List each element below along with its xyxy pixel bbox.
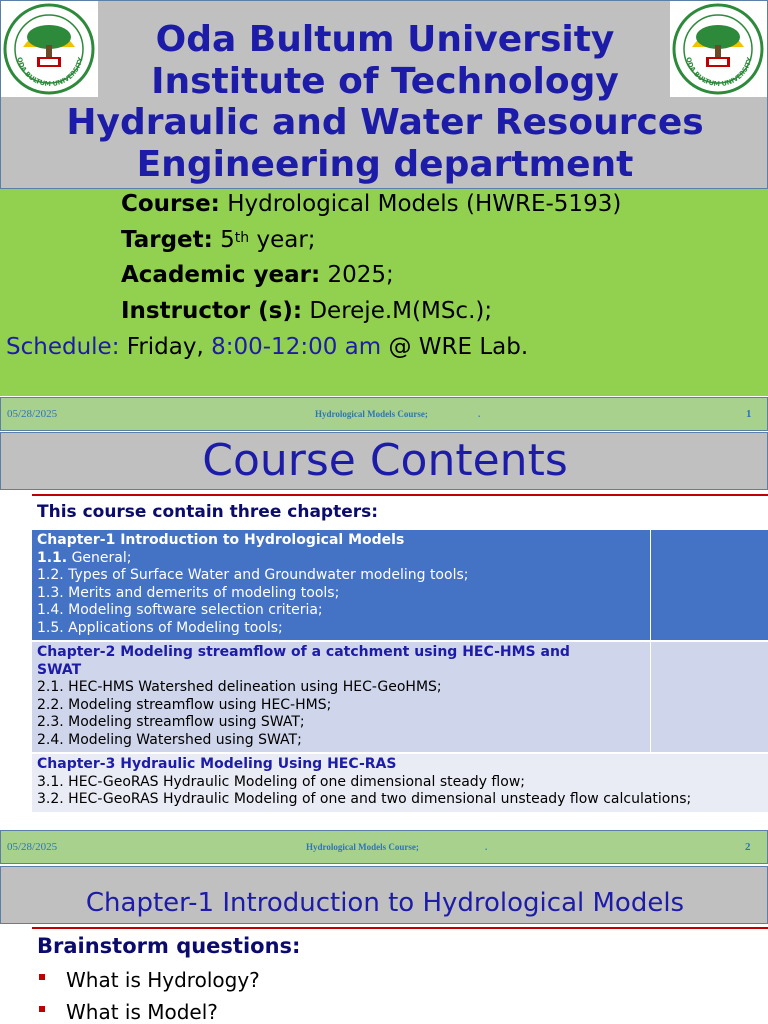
- chapter-2-heading-line2: SWAT: [37, 661, 82, 678]
- footer-dot: .: [485, 842, 488, 852]
- university-name: Oda Bultum University: [155, 19, 615, 60]
- chapter-1-heading: Chapter-1 Introduction to Hydrological Models: [37, 532, 405, 548]
- chapter-3-block: [32, 754, 768, 812]
- academic-year-value: 2025;: [327, 262, 394, 288]
- slide-footer-1: [0, 397, 768, 431]
- table-column-divider: [650, 530, 651, 640]
- course-info-row: [121, 189, 621, 219]
- footer-page-number: 2: [745, 841, 751, 853]
- chapter-1-item-text: General;: [67, 549, 132, 566]
- chapter-1-title: Chapter-1 Introduction to Hydrological Models: [85, 888, 685, 918]
- course-contents-header: [0, 432, 768, 490]
- bullet-square-icon: [39, 974, 45, 980]
- divider-line: [32, 927, 768, 929]
- divider-line: [32, 494, 768, 496]
- academic-year-row: [121, 260, 394, 290]
- chapter-1-item-number: 1.1.: [37, 549, 68, 566]
- department-name-line1: Hydraulic and Water Resources: [66, 102, 704, 143]
- question-text: What is Model?: [66, 1000, 218, 1024]
- slide-footer-2: [0, 830, 768, 864]
- footer-course-name: Hydrological Models Course;: [315, 409, 428, 419]
- chapter-2-heading-line1: Chapter-2 Modeling streamflow of a catchment using HEC-HMS and: [37, 644, 570, 660]
- target-year: year;: [249, 227, 316, 253]
- chapter-1-block: [32, 530, 768, 640]
- chapter-2-item: 2.4. Modeling Watershed using SWAT;: [37, 731, 302, 748]
- schedule-day: Friday,: [126, 334, 204, 360]
- title-banner: [0, 0, 768, 189]
- chapter-3-heading: Chapter-3 Hydraulic Modeling Using HEC-RAS: [37, 756, 397, 772]
- target-value: 5: [220, 227, 235, 253]
- footer-date: 05/28/2025: [7, 841, 58, 853]
- chapter-1-header: [0, 866, 768, 924]
- course-label: Course:: [121, 191, 220, 217]
- schedule-place: @ WRE Lab.: [388, 334, 529, 360]
- target-info-row: [121, 225, 316, 255]
- course-value: Hydrological Models (HWRE-5193): [227, 191, 622, 217]
- chapter-1-item: [37, 550, 768, 568]
- table-column-divider: [650, 642, 651, 752]
- schedule-time: 8:00-12:00 am: [211, 334, 382, 360]
- question-text: What is Hydrology?: [66, 968, 260, 992]
- footer-page-number: 1: [746, 408, 752, 420]
- chapter-2-item: 2.3. Modeling streamflow using SWAT;: [37, 714, 305, 731]
- department-name-line2: Engineering department: [136, 144, 634, 185]
- logo-text-left: ODA BULTUM UNIVERSITY: [15, 56, 85, 89]
- chapter-1-item: 1.4. Modeling software selection criteria;: [37, 602, 323, 619]
- logo-text-right: ODA BULTUM UNIVERSITY: [684, 56, 754, 89]
- chapters-intro: This course contain three chapters:: [37, 502, 379, 522]
- schedule-row: [6, 332, 528, 362]
- chapter-3-item: 3.1. HEC-GeoRAS Hydraulic Modeling of one dimensional steady flow;: [37, 773, 525, 790]
- course-info-panel: [0, 189, 768, 396]
- footer-course-name: Hydrological Models Course;: [306, 842, 419, 852]
- footer-date: 05/28/2025: [7, 408, 58, 420]
- course-contents-title: Course Contents: [202, 435, 568, 486]
- schedule-label: Schedule:: [6, 334, 120, 360]
- institute-name: Institute of Technology: [151, 61, 619, 102]
- chapter-2-block: [32, 642, 768, 752]
- chapter-1-item: 1.2. Types of Surface Water and Groundwater modeling tools;: [37, 567, 469, 584]
- academic-year-label: Academic year:: [121, 262, 321, 288]
- instructor-value: Dereje.M(MSc.);: [309, 298, 493, 324]
- chapter-3-item: 3.2. HEC-GeoRAS Hydraulic Modeling of one and two dimensional unsteady flow calculations;: [37, 791, 692, 808]
- chapter-1-item: 1.5. Applications of Modeling tools;: [37, 619, 283, 636]
- target-ordinal: th: [234, 230, 250, 246]
- chapter-1-item: 1.3. Merits and demerits of modeling tools;: [37, 584, 340, 601]
- instructor-row: [121, 296, 492, 326]
- footer-dot: .: [478, 409, 481, 419]
- target-label: Target:: [121, 227, 213, 253]
- instructor-label: Instructor (s):: [121, 298, 303, 324]
- bullet-square-icon: [39, 1006, 45, 1012]
- brainstorm-heading: Brainstorm questions:: [37, 934, 301, 958]
- chapter-2-item: 2.1. HEC-HMS Watershed delineation using HEC-GeoHMS;: [37, 679, 442, 696]
- chapter-2-item: 2.2. Modeling streamflow using HEC-HMS;: [37, 696, 332, 713]
